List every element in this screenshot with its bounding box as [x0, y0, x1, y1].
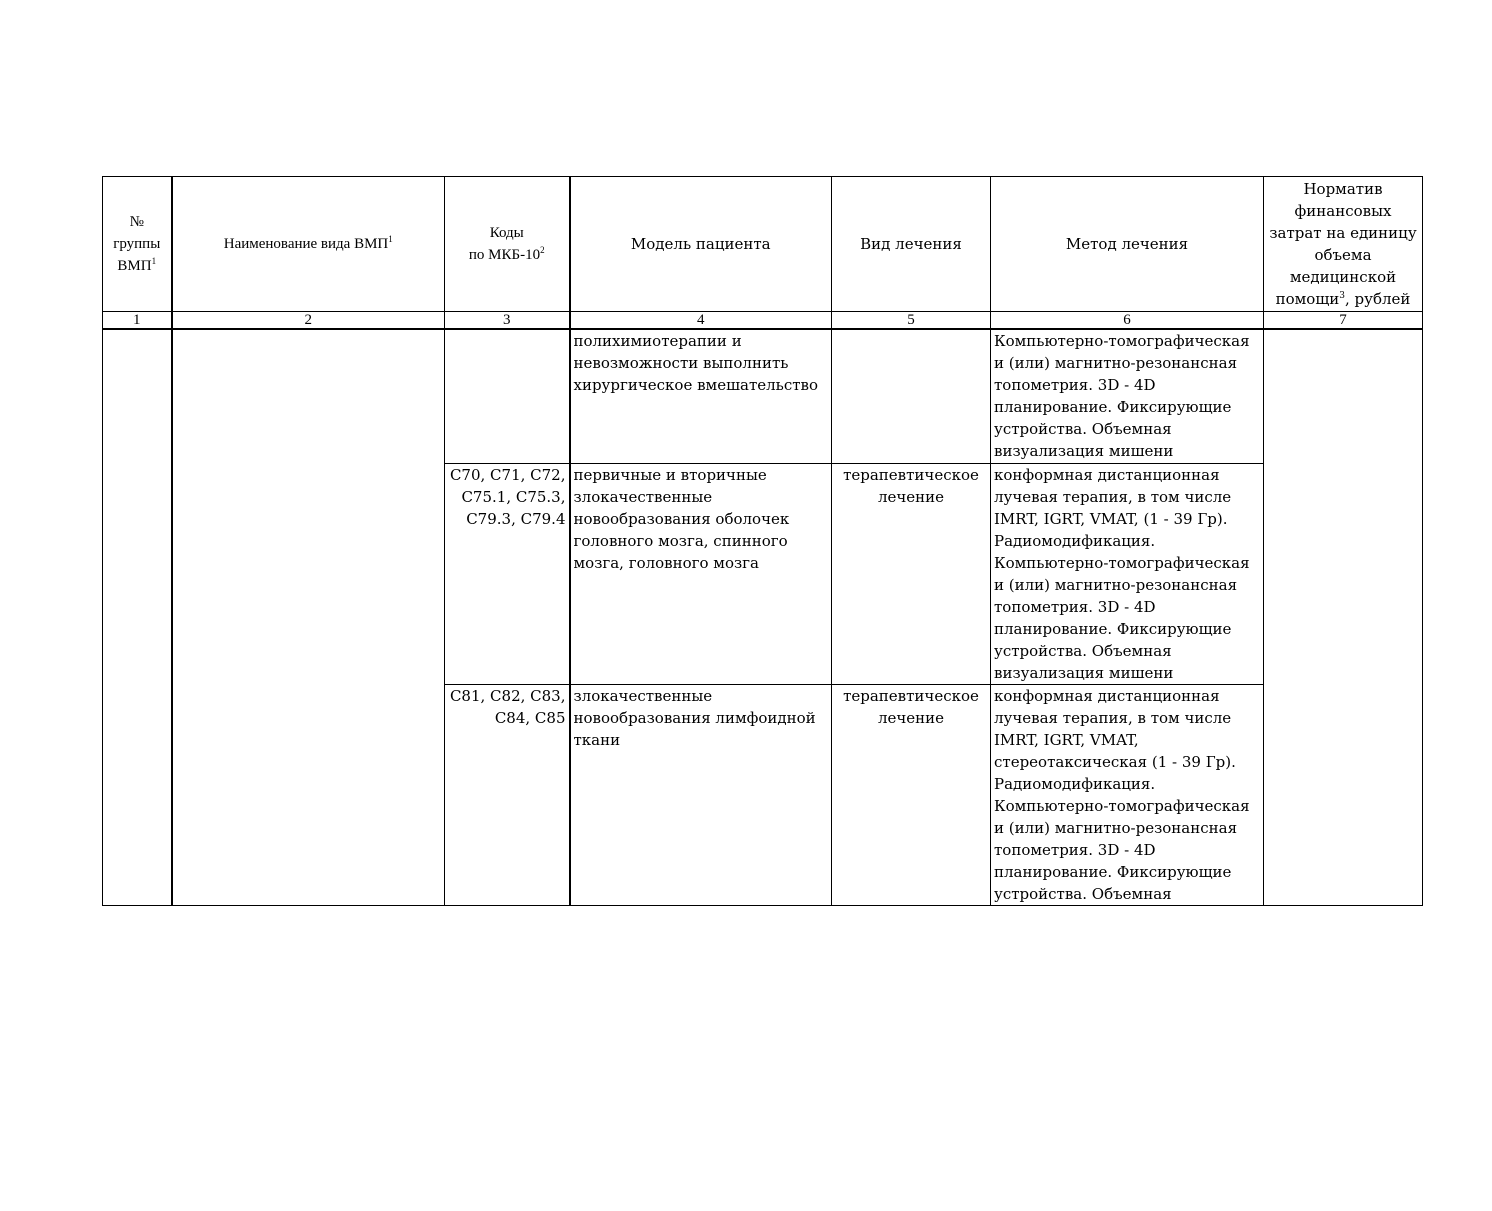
group-number-cell — [103, 329, 172, 906]
treatment-type-cell: терапевтическое лечение — [832, 464, 991, 685]
header-cost-standard: Норматив финансовых затрат на единицу объема медицинской помощи$^3$, рублей — [1264, 177, 1423, 312]
column-number: 4 — [570, 312, 832, 330]
patient-model-cell: злокачественные новообразования лимфоидной ткани — [570, 685, 832, 906]
table-row — [103, 329, 1423, 464]
column-number: 1 — [103, 312, 172, 330]
patient-model-cell: полихимиотерапии и невозможности выполнить хирургическое вмешательство — [570, 329, 832, 464]
header-icd-codes: Коды по МКБ-$10^2$ — [445, 177, 570, 312]
icd-codes-cell: C70, C71, C72, C75.1, C75.3, C79.3, C79.4 — [445, 464, 570, 685]
column-number: 7 — [1264, 312, 1423, 330]
icd-codes-cell — [445, 329, 570, 464]
header-treatment-type: Вид лечения — [832, 177, 991, 312]
column-number: 5 — [832, 312, 991, 330]
header-group-number: № группы ВМП$^1$ — [103, 177, 172, 312]
vmp-table — [102, 176, 1423, 906]
treatment-method-cell: конформная дистанционная лучевая терапия, в том числе IMRT, IGRT, VMAT, (1 - 39 Гр). Радиомодификация. Компьютерно-томографическая и (или) магнитно-резонансная топометрия. 3D - 4D планирование. Фиксирующие устройства. Объемная визуализация мишени — [991, 464, 1264, 685]
treatment-type-cell — [832, 329, 991, 464]
icd-codes-cell: C81, C82, C83, C84, C85 — [445, 685, 570, 906]
vmp-name-cell — [172, 329, 445, 906]
table-header-row — [103, 177, 1423, 312]
cost-standard-cell — [1264, 329, 1423, 906]
header-treatment-method: Метод лечения — [991, 177, 1264, 312]
treatment-method-cell: конформная дистанционная лучевая терапия, в том числе IMRT, IGRT, VMAT, стереотаксическая (1 - 39 Гр). Радиомодификация. Компьютерно-томографическая и (или) магнитно-резонансная топометрия. 3D - 4D планирование. Фиксирующие устройства. Объемная — [991, 685, 1264, 906]
patient-model-cell: первичные и вторичные злокачественные новообразования оболочек головного мозга, спинного мозга, головного мозга — [570, 464, 832, 685]
treatment-type-cell: терапевтическое лечение — [832, 685, 991, 906]
header-vmp-name: Наименование вида ВМП$^1$ — [172, 177, 445, 312]
treatment-method-cell: Компьютерно-томографическая и (или) магнитно-резонансная топометрия. 3D - 4D планирование. Фиксирующие устройства. Объемная визуализация мишени — [991, 329, 1264, 464]
column-number: 6 — [991, 312, 1264, 330]
column-number: 2 — [172, 312, 445, 330]
column-numbers-row — [103, 312, 1423, 330]
column-number: 3 — [445, 312, 570, 330]
header-patient-model: Модель пациента — [570, 177, 832, 312]
